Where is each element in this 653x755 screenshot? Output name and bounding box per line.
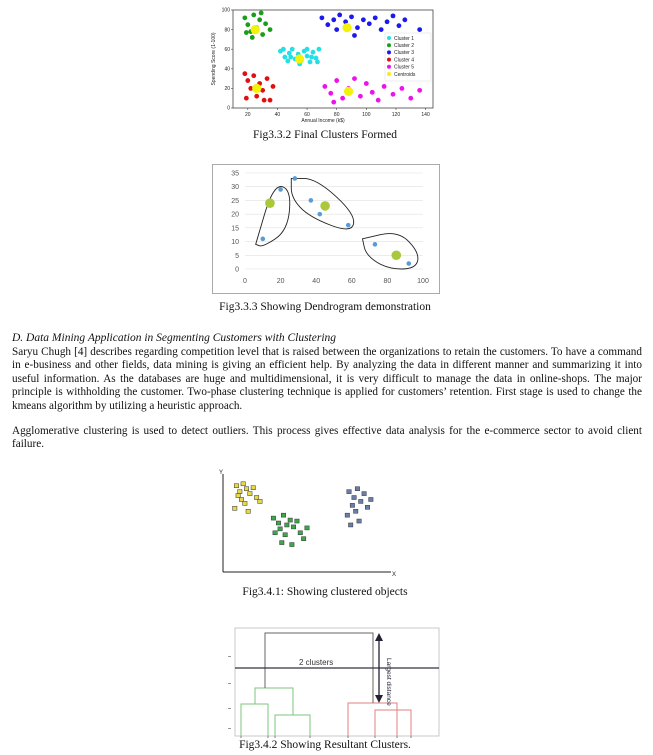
- fig1-point: [337, 13, 342, 18]
- fig1-x-tick-label: 120: [391, 112, 401, 118]
- fig1-point: [252, 84, 261, 93]
- fig1-point: [295, 54, 304, 63]
- fig1-point: [242, 71, 247, 76]
- fig1-y-tick-label: 20: [224, 86, 230, 93]
- fig1-x-tick-label: 80: [333, 112, 340, 118]
- fig1-point: [285, 59, 290, 64]
- fig1-x-tick-label: 100: [362, 112, 371, 118]
- fig3-figure: [215, 468, 395, 580]
- fig1-legend-label: Cluster 3: [394, 50, 415, 57]
- fig1-point: [355, 25, 360, 30]
- fig1-point: [244, 30, 249, 35]
- fig1-y-tick-label: 40: [224, 66, 230, 73]
- fig2-y-tick-label: 15: [231, 225, 239, 233]
- fig1-point: [263, 21, 268, 26]
- fig3-scatter-chart: [215, 468, 395, 580]
- fig2-y-tick-label: 35: [231, 170, 239, 178]
- fig3-point: [238, 490, 242, 494]
- fig1-legend-swatch: [387, 50, 391, 54]
- fig1-point: [242, 15, 247, 20]
- fig4-distance-label: Largest distance: [385, 658, 392, 706]
- fig3-point: [305, 526, 309, 530]
- fig3-point: [236, 494, 240, 498]
- fig4-plot-frame: [235, 628, 439, 736]
- fig1-x-tick-label: 20: [245, 112, 251, 118]
- fig1-point: [250, 35, 255, 40]
- fig2-point: [293, 176, 298, 181]
- fig1-y-tick-label: 0: [227, 105, 230, 112]
- fig1-point: [358, 94, 363, 99]
- fig1-point: [391, 92, 396, 97]
- fig3-point: [355, 487, 359, 491]
- fig1-legend-swatch: [387, 58, 391, 62]
- fig1-point: [322, 84, 327, 89]
- fig1-point: [408, 96, 413, 101]
- fig1-point: [317, 47, 322, 52]
- fig1-point: [328, 91, 333, 96]
- fig3-point: [301, 537, 305, 541]
- fig1-point: [334, 27, 339, 32]
- fig3-point: [276, 521, 280, 525]
- fig1-point: [342, 23, 351, 32]
- fig1-legend-label: Cluster 5: [394, 64, 415, 71]
- fig1-point: [309, 55, 314, 60]
- fig2-point: [373, 242, 378, 247]
- fig1-point: [260, 32, 265, 37]
- fig1-y-tick-label: 80: [224, 27, 230, 34]
- fig1-y-tick-label: 60: [224, 46, 230, 53]
- fig1-point: [399, 86, 404, 91]
- section-paragraph-1: Saryu Chugh [4] describes regarding competition level that is raised between the organizations to retain the customers. To have a command in e-business and other fields, data mining is giving an efficient help. By analyzing the data in different manner and summarizing it into useful information. As the databases are huge and multidimensional, it is very difficult to manage the data in online-shops. The major principle is withholding the customer. Two-phase clustering technique is applied for customers’ retention. First stage is used to change the kmeans algorithm by utilizing a heuristic approach.: [12, 346, 642, 412]
- fig1-point: [268, 27, 273, 32]
- fig1-point: [308, 60, 313, 65]
- fig3-point: [271, 516, 275, 520]
- fig4-figure: [215, 628, 440, 740]
- fig1-legend-swatch: [387, 36, 391, 40]
- fig2-point: [278, 187, 283, 192]
- fig1-point: [259, 11, 264, 16]
- fig1-point: [319, 15, 324, 20]
- fig2-figure: [212, 164, 440, 294]
- fig2-y-tick-label: 5: [235, 252, 239, 260]
- fig1-point: [344, 87, 353, 96]
- fig1-legend-label: Cluster 1: [394, 35, 415, 42]
- fig1-point: [391, 13, 396, 18]
- fig1-point: [251, 25, 260, 34]
- fig3-point: [281, 513, 285, 517]
- fig1-point: [290, 47, 295, 52]
- fig1-point: [325, 22, 330, 27]
- fig4-dendrogram: [215, 628, 440, 740]
- fig1-point: [305, 47, 310, 52]
- fig4-y-ticks: [228, 656, 231, 729]
- fig1-x-tick-label: 60: [304, 112, 310, 118]
- fig3-point: [354, 509, 358, 513]
- fig3-point: [369, 497, 373, 501]
- fig3-point: [283, 533, 287, 537]
- fig3-point: [239, 497, 243, 501]
- fig1-point: [271, 84, 276, 89]
- fig1-point: [305, 54, 310, 59]
- fig2-x-tick-label: 60: [347, 278, 356, 285]
- fig2-point: [317, 212, 322, 217]
- fig3-point: [233, 506, 237, 510]
- fig3-point: [352, 496, 356, 500]
- fig1-point: [370, 90, 375, 95]
- fig4-caption: Fig3.4.2 Showing Resultant Clusters.: [239, 739, 411, 751]
- fig2-caption: Fig3.3.3 Showing Dendrogram demonstration: [219, 301, 431, 313]
- fig3-point: [254, 496, 258, 500]
- fig1-point: [257, 17, 262, 22]
- fig1-point: [245, 22, 250, 27]
- fig1-point: [254, 94, 259, 99]
- fig3-point: [280, 541, 284, 545]
- fig3-point: [348, 523, 352, 527]
- fig3-point: [290, 543, 294, 547]
- fig2-cluster-outline: [256, 186, 290, 245]
- fig3-point: [288, 518, 292, 522]
- fig2-point: [309, 198, 314, 203]
- fig1-y-tick-label: 100: [221, 7, 230, 14]
- fig3-point: [362, 492, 366, 496]
- fig1-point: [402, 17, 407, 22]
- fig2-centroid: [320, 201, 330, 211]
- fig2-x-tick-label: 20: [276, 278, 285, 285]
- fig3-caption: Fig3.4.1: Showing clustered objects: [242, 586, 408, 598]
- fig2-y-tick-label: 25: [231, 197, 239, 205]
- fig1-point: [311, 50, 316, 55]
- fig2-y-tick-label: 20: [231, 211, 239, 219]
- fig3-point: [243, 501, 247, 505]
- fig1-point: [417, 88, 422, 93]
- fig3-point: [357, 519, 361, 523]
- fig1-point: [262, 98, 267, 103]
- fig2-x-tick-label: 80: [383, 278, 392, 285]
- fig3-point: [241, 482, 245, 486]
- fig3-point: [244, 487, 248, 491]
- fig2-centroid: [392, 250, 402, 260]
- fig1-point: [379, 27, 384, 32]
- fig1-legend-swatch: [387, 65, 391, 69]
- fig1-y-axis-label: Spending Score (1-100): [211, 32, 217, 86]
- fig2-scatter-chart: [213, 165, 439, 293]
- fig1-legend-swatch: [387, 43, 391, 47]
- fig1-point: [334, 78, 339, 83]
- fig1-point: [251, 73, 256, 78]
- fig1-point: [282, 55, 287, 60]
- fig3-point: [248, 492, 252, 496]
- fig1-point: [245, 78, 250, 83]
- fig3-point: [347, 490, 351, 494]
- fig1-point: [331, 17, 336, 22]
- fig3-point: [246, 509, 250, 513]
- fig1-point: [265, 76, 270, 81]
- fig1-legend-label: Centroids: [394, 71, 416, 78]
- fig1-x-axis-label: Annual Income (k$): [301, 118, 345, 124]
- fig1-legend-label: Cluster 4: [394, 57, 415, 64]
- fig3-point: [345, 513, 349, 517]
- fig1-scatter-chart: [205, 4, 440, 128]
- fig2-point: [346, 223, 351, 228]
- fig3-point: [251, 486, 255, 490]
- fig2-x-tick-label: 100: [417, 278, 429, 285]
- fig1-point: [281, 47, 286, 52]
- fig1-point: [364, 81, 369, 86]
- fig4-cut-label: 2 clusters: [299, 658, 334, 667]
- fig2-x-tick-label: 0: [243, 278, 247, 285]
- fig1-point: [349, 14, 354, 19]
- fig1-point: [385, 19, 390, 24]
- fig3-x-axis-label: X: [392, 572, 397, 578]
- fig1-x-tick-label: 40: [274, 112, 281, 118]
- fig1-legend-swatch: [387, 72, 391, 76]
- fig3-point: [285, 523, 289, 527]
- fig2-centroid: [265, 198, 275, 208]
- fig2-y-tick-label: 0: [235, 266, 239, 274]
- fig1-point: [376, 98, 381, 103]
- fig3-point: [278, 527, 282, 531]
- fig3-point: [258, 499, 262, 503]
- fig2-x-tick-label: 40: [312, 278, 321, 285]
- fig3-point: [295, 519, 299, 523]
- fig2-y-tick-label: 10: [231, 239, 239, 247]
- fig3-point: [291, 525, 295, 529]
- fig1-caption: Fig3.3.2 Final Clusters Formed: [252, 129, 398, 141]
- fig1-point: [288, 55, 293, 60]
- fig1-point: [268, 98, 273, 103]
- fig2-y-tick-label: 30: [231, 184, 239, 192]
- fig1-point: [251, 13, 256, 18]
- fig3-point: [359, 499, 363, 503]
- fig1-x-tick-label: 140: [421, 112, 430, 118]
- fig2-point: [261, 237, 266, 242]
- fig1-point: [340, 96, 345, 101]
- fig3-point: [273, 531, 277, 535]
- section-paragraph-2: Agglomerative clustering is used to detect outliers. This process gives effective data analysis for the e-commerce sector to avoid client failure.: [12, 425, 642, 451]
- fig3-point: [350, 503, 354, 507]
- fig1-legend-label: Cluster 2: [394, 43, 415, 49]
- fig1-point: [397, 23, 402, 28]
- fig3-point: [234, 484, 238, 488]
- fig1-point: [331, 100, 336, 105]
- fig3-y-axis-label: Y: [218, 470, 224, 476]
- fig1-point: [373, 15, 378, 20]
- fig1-point: [315, 60, 320, 65]
- fig1-point: [382, 84, 387, 89]
- fig1-point: [417, 27, 422, 32]
- fig2-point: [406, 261, 411, 266]
- fig1-point: [361, 17, 366, 22]
- fig1-point: [352, 76, 357, 81]
- fig1-point: [352, 33, 357, 38]
- section-heading: D. Data Mining Application in Segmenting Customers with Clustering: [12, 332, 337, 344]
- fig1-figure: [205, 4, 440, 128]
- fig1-point: [244, 96, 249, 101]
- fig1-point: [367, 21, 372, 26]
- fig3-point: [365, 505, 369, 509]
- fig3-point: [298, 531, 302, 535]
